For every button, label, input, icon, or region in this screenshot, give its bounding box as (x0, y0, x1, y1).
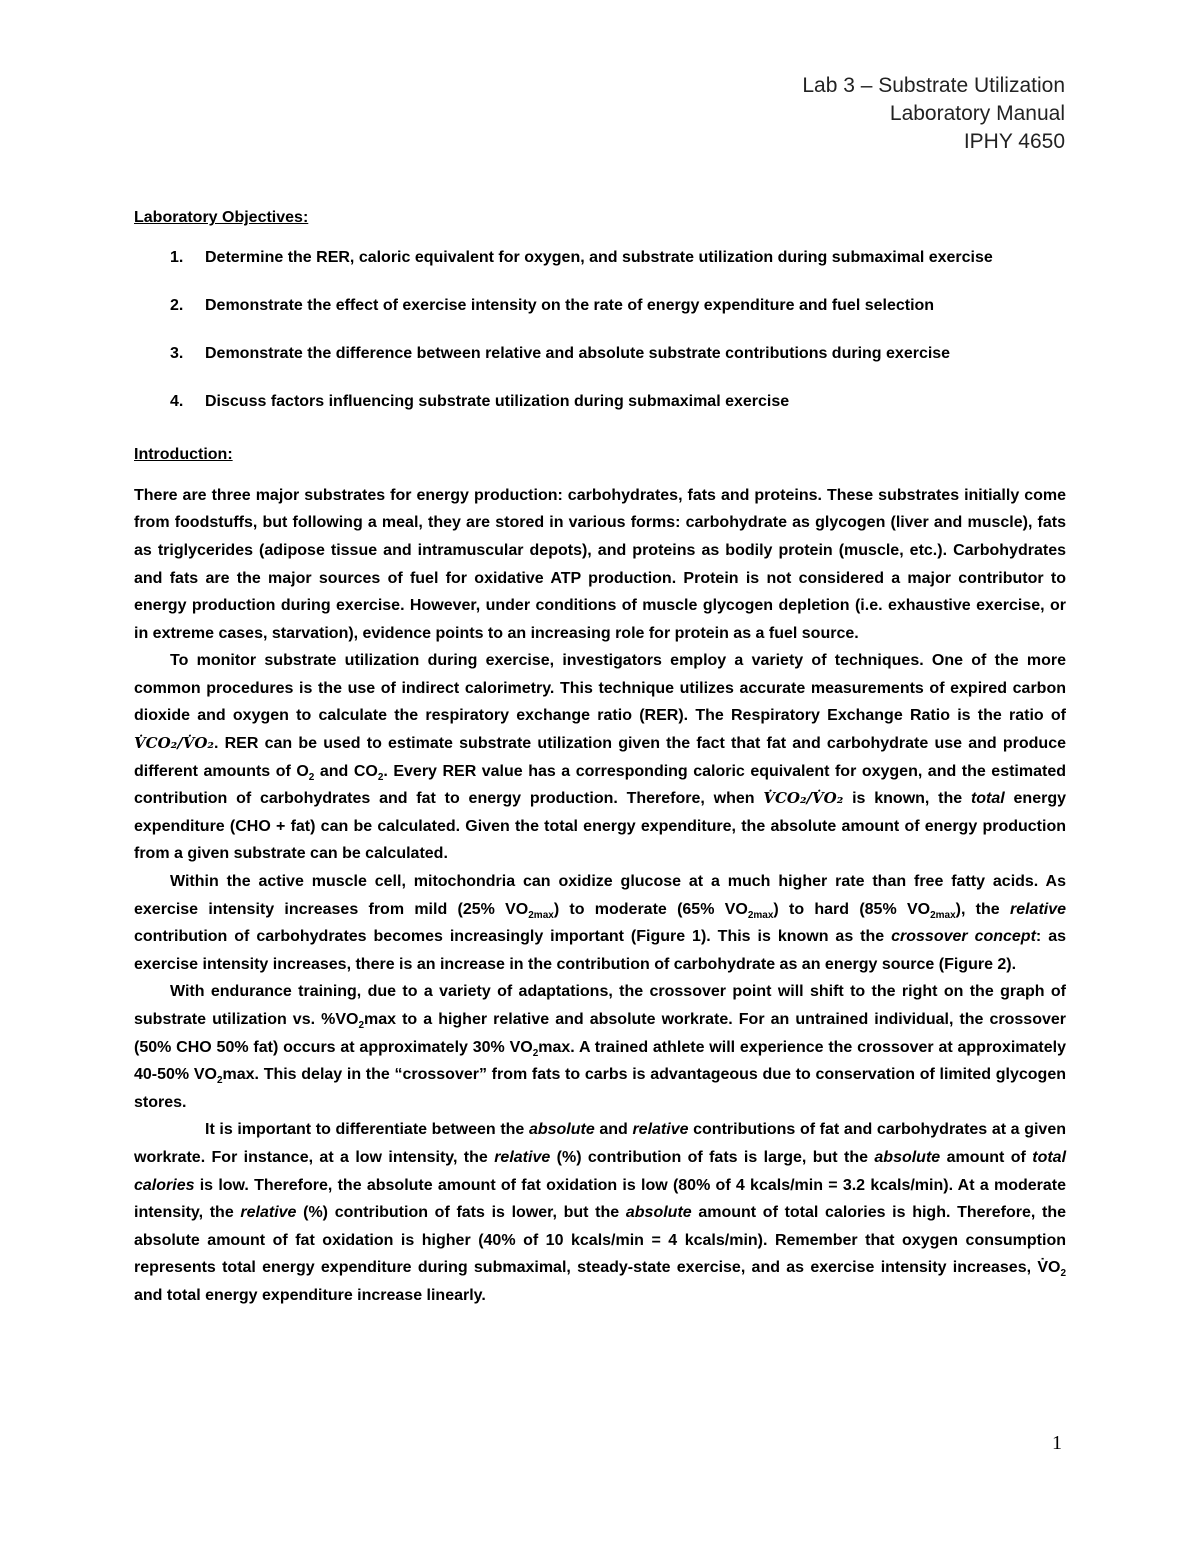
rer-formula: V̇CO₂/V̇O₂ (134, 734, 214, 753)
rer-formula: V̇CO₂/V̇O₂ (763, 789, 844, 808)
objective-item (134, 292, 1066, 320)
intro-paragraph-2: To monitor substrate utilization during exercise, investigators employ a variety of techniques. One of the more common procedures is the use of indirect calorimetry. This technique utilizes accurate measurements of expired carbon dioxide and oxygen to calculate the respiratory exchange ratio (RER). The Respiratory Exchange Ratio is the ratio of V̇CO₂/V̇O₂. RER can be used to estimate substrate utilization given the fact that fat and carbohydrate use and produce different amounts of $O_2$ and $CO_2$. Every RER value has a corresponding caloric equivalent for oxygen, and the estimated contribution of carbohydrates and fat to energy production. Therefore, when V̇CO₂/V̇O₂ is known, the total energy expenditure (CHO + fat) can be calculated. Given the total energy expenditure, the absolute amount of energy production from a given substrate can be calculated. (134, 652, 1066, 863)
objective-number: 2. (170, 296, 184, 314)
objective-number: 3. (170, 344, 184, 362)
objective-number: 1. (170, 248, 184, 266)
objective-text: Demonstrate the difference between relative and absolute substrate contributions during exercise (205, 344, 951, 362)
intro-paragraph-5: It is important to differentiate between the absolute and relative contributions of fat and carbohydrates at a given workrate. For instance, at a low intensity, the relative (%) contribution of fats is large, but the absolute amount of total calories is low. Therefore, the absolute amount of fat oxidation is low (80% of 4 kcals/min = 3.2 kcals/min). At a moderate intensity, the relative (%) contribution of fats is lower, but the absolute amount of total calories is high. Therefore, the absolute amount of fat oxidation is higher (40% of 10 kcals/min = 4 kcals/min). Remember that oxygen consumption represents total energy expenditure during submaximal, steady-state exercise, and as exercise intensity increases, $V̇O_2$ and total energy expenditure increase linearly. (134, 1121, 1067, 1304)
objectives-list (134, 244, 1066, 416)
document-body (134, 204, 1066, 1310)
objective-item (134, 244, 1066, 272)
introduction-heading: Introduction: (134, 446, 233, 464)
objective-item (134, 388, 1066, 416)
objective-number: 4. (170, 392, 184, 410)
header-course-code: IPHY 4650 (963, 130, 1065, 153)
objective-text: Demonstrate the effect of exercise intensity on the rate of energy expenditure and fuel selection (205, 296, 935, 314)
intro-paragraph-3: Within the active muscle cell, mitochondria can oxidize glucose at a much higher rate than free fatty acids. As exercise intensity increases from mild (25% $VO_{2max}$) to moderate (65% $VO_{2max}$) to hard (85% $VO_{2max}$), the relative contribution of carbohydrates becomes increasingly important (Figure 1). This is known as the crossover concept: as exercise intensity increases, there is an increase in the contribution of carbohydrate as an energy source (Figure 2). (134, 873, 1067, 973)
objective-text: Determine the RER, caloric equivalent for oxygen, and substrate utilization during submaximal exercise (205, 248, 993, 266)
header-manual-label: Laboratory Manual (889, 102, 1065, 125)
objective-text: Discuss factors influencing substrate utilization during submaximal exercise (205, 392, 790, 410)
objective-item (134, 340, 1066, 368)
document-header (802, 72, 1065, 156)
header-lab-title: Lab 3 – Substrate Utilization (802, 74, 1065, 97)
page-number: 1 (1052, 1432, 1062, 1454)
intro-paragraph-1: There are three major substrates for energy production: carbohydrates, fats and proteins. These substrates initially come from foodstuffs, but following a meal, they are stored in various forms: carbohydrate as glycogen (liver and muscle), fats as triglycerides (adipose tissue and intramuscular depots), and proteins as bodily protein (muscle, etc.). Carbohydrates and fats are the major sources of fuel for oxidative ATP production. Protein is not considered a major contributor to energy production during exercise. However, under conditions of muscle glycogen depletion (i.e. exhaustive exercise, or in extreme cases, starvation), evidence points to an increasing role for protein as a fuel source. (134, 486, 1066, 642)
objectives-heading: Laboratory Objectives: (134, 209, 309, 226)
intro-paragraph-4: With endurance training, due to a variety of adaptations, the crossover point will shift to the right on the graph of substrate utilization vs. $\%VO_2\max$ to a higher relative and absolute workrate. For an untrained individual, the crossover (50% CHO 50% fat) occurs at approximately 30% $VO_2\max$. A trained athlete will experience the crossover at approximately 40-50% $VO_2\max$. This delay in the “crossover” from fats to carbs is advantageous due to conservation of limited glycogen stores. (134, 983, 1066, 1111)
